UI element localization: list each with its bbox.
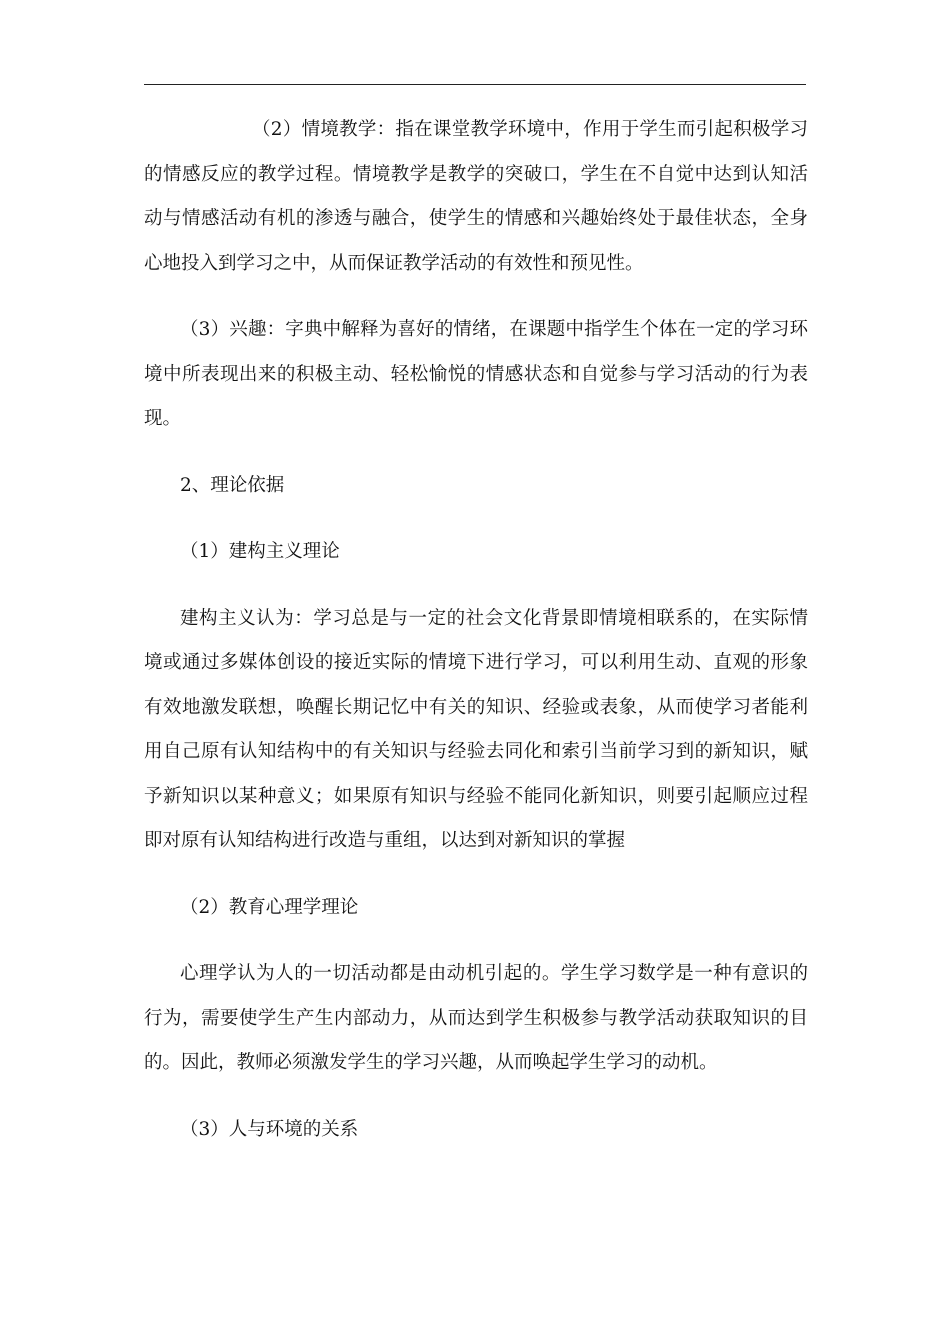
document-body: [144, 108, 808, 1152]
paragraph-constructivism: 建构主义认为：学习总是与一定的社会文化背景即情境相联系的，在实际情境或通过多媒体创设的接近实际的情境下进行学习，可以利用生动、直观的形象有效地激发联想，唤醒长期记忆中有关的知识、经验或表象，从而使学习者能利用自己原有认知结构中的有关知识与经验去同化和索引当前学习到的新知识，赋予新知识以某种意义；如果原有知识与经验不能同化新知识，则要引起顺应过程即对原有认知结构进行改造与重组，以达到对新知识的掌握: [144, 607, 808, 851]
paragraph-interest-definition: （3）兴趣：字典中解释为喜好的情绪，在课题中指学生个体在一定的学习环境中所表现出来的积极主动、轻松愉悦的情感状态和自觉参与学习活动的行为表现。: [144, 319, 808, 429]
heading-constructivism: （1）建构主义理论: [180, 541, 340, 562]
paragraph-psychology: 心理学认为人的一切活动都是由动机引起的。学生学习数学是一种有意识的行为，需要使学生产生内部动力，从而达到学生积极参与教学活动获取知识的目的。因此，教师必须激发学生的学习兴趣，从而唤起学生学习的动机。: [144, 963, 808, 1073]
heading-human-environment: （3）人与环境的关系: [180, 1118, 359, 1140]
heading-theoretical-basis: 2、理论依据: [180, 474, 285, 496]
paragraph-situational-teaching: （2）情境教学：指在课堂教学环境中，作用于学生而引起积极学习的情感反应的教学过程。情境教学是教学的突破口，学生在不自觉中达到认知活动与情感活动有机的渗透与融合，使学生的情感和兴趣始终处于最佳状态，全身心地投入到学习之中，从而保证教学活动的有效性和预见性。: [144, 119, 808, 274]
heading-educational-psychology: （2）教育心理学理论: [180, 896, 359, 918]
header-rule: [144, 84, 806, 85]
